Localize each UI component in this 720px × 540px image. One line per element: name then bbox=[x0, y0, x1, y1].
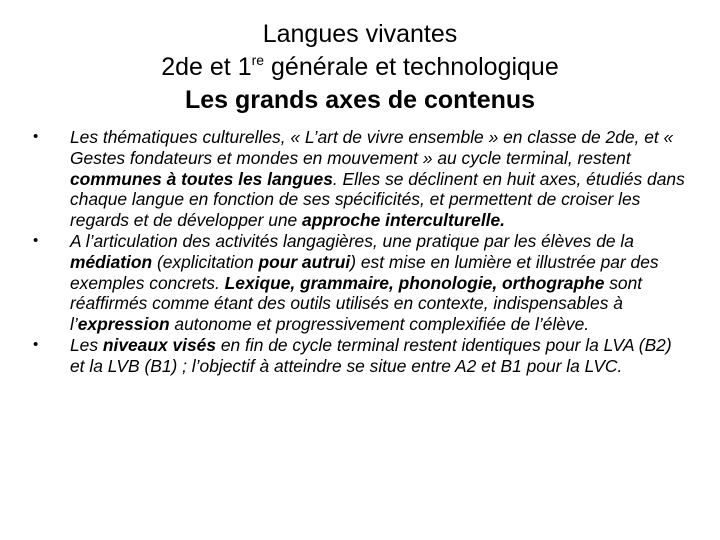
bullet-text: en fin de cycle terminal restent identiques pour la LVA (B2) et la LVB (B1) ; l’objectif à atteindre se situe entre A2 et B1 pour la LVC. bbox=[70, 334, 672, 376]
bullet-icon: • bbox=[33, 128, 39, 145]
title-line-2 bbox=[0, 51, 720, 84]
bullet-text: Les bbox=[70, 334, 103, 355]
bullet-text: . Elles se déclinent en huit axes, étudiés dans chaque langue en fonction de ses spécificités, et permettent de croiser les regards et de développer une bbox=[70, 168, 685, 231]
bullet-emphasis: pour autrui bbox=[258, 251, 351, 272]
bullet-text: autonome et progressivement complexifiée de l’élève. bbox=[169, 314, 590, 335]
bullet-emphasis: approche interculturelle. bbox=[302, 210, 505, 231]
bullet-text: ) est mise en lumière et illustrée par des exemples concrets. bbox=[70, 251, 659, 293]
bullet-text: A l’articulation des activités langagières, une pratique par les élèves de la bbox=[70, 230, 634, 251]
bullet-emphasis: niveaux visés bbox=[102, 334, 216, 355]
bullet-emphasis: Lexique, grammaire, phonologie, orthographe bbox=[224, 272, 605, 293]
bullet-icon: • bbox=[33, 335, 39, 353]
bullet-text: (explicitation bbox=[152, 251, 259, 272]
title-line-2-start: 2de et 1 bbox=[161, 53, 252, 81]
bullet-item bbox=[33, 335, 688, 377]
title-line-1: Langues vivantes bbox=[262, 20, 458, 48]
bullet-item bbox=[33, 127, 688, 231]
bullet-emphasis: expression bbox=[77, 314, 170, 335]
bullet-emphasis: médiation bbox=[70, 251, 153, 272]
title-line-3: Les grands axes de contenus bbox=[184, 86, 536, 114]
bullet-item bbox=[33, 231, 688, 335]
bullet-list bbox=[33, 127, 688, 377]
bullet-text: sont réaffirmés comme étant des outils utilisés en contexte, indispensables à l’ bbox=[70, 272, 643, 335]
title-superscript: re bbox=[251, 52, 265, 68]
bullet-icon: • bbox=[33, 231, 39, 249]
bullet-emphasis: communes à toutes les langues bbox=[70, 168, 333, 189]
bullet-text: Les thématiques culturelles, « L’art de vivre ensemble » en classe de 2de, et « Gestes fondateurs et mondes en mouvement » au cycle terminal, restent bbox=[70, 127, 674, 168]
slide-title bbox=[0, 18, 720, 117]
title-line-2-end: générale et technologique bbox=[264, 53, 559, 81]
